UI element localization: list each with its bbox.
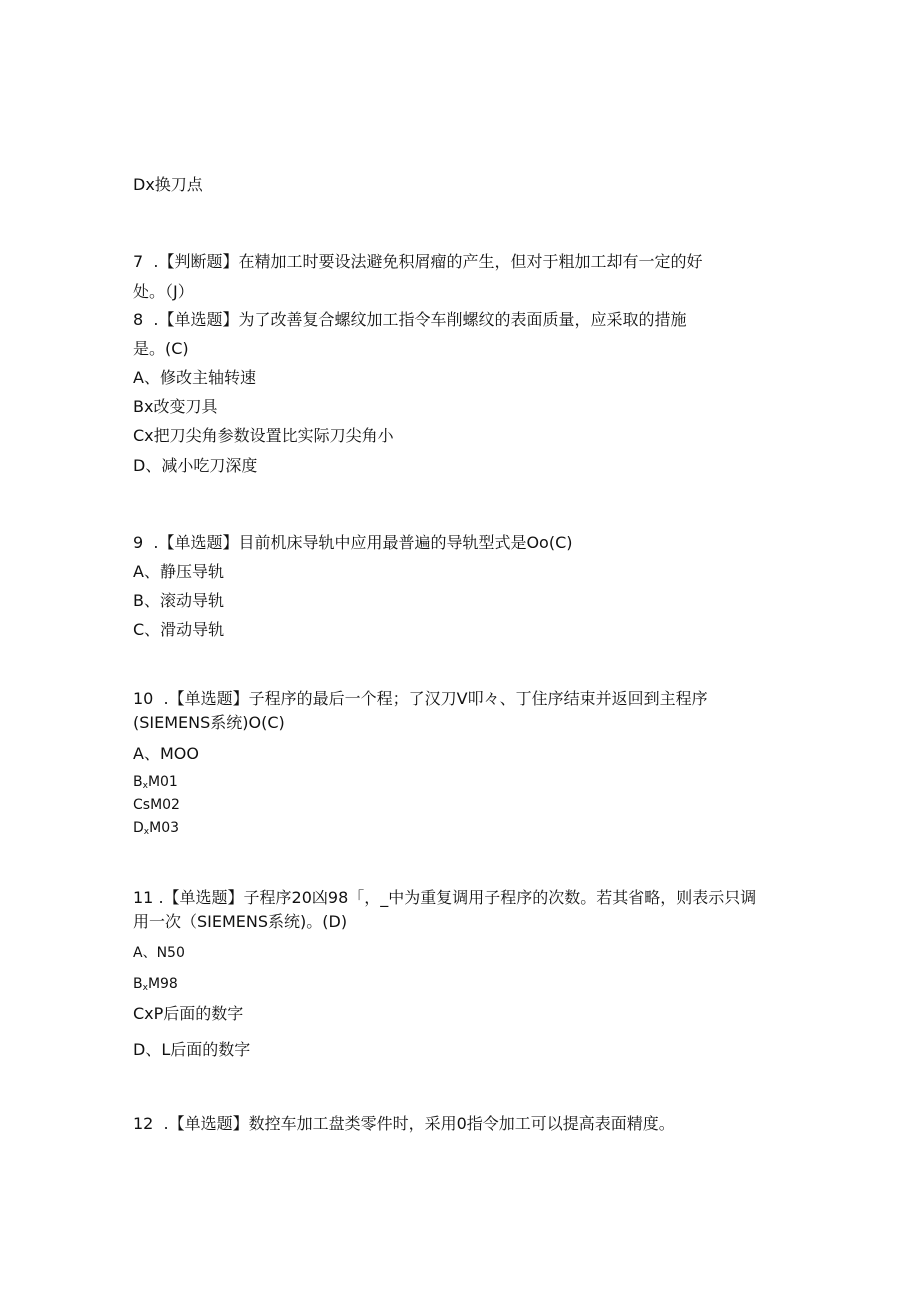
- question-10-option-d: [133, 818, 179, 842]
- question-8-line1: 8 .【单选题】为了改善复合螺纹加工指令车削螺纹的表面质量，应采取的措施: [133, 310, 687, 329]
- option-text: M01: [147, 774, 178, 790]
- question-10-option-c: CsM02: [133, 797, 180, 813]
- option-text: M98: [147, 976, 178, 992]
- option-text: M03: [149, 820, 180, 836]
- option-d-prev: Dx换刀点: [133, 175, 203, 194]
- question-10-option-a: A、MOO: [133, 744, 199, 763]
- question-8-option-b: Bx改变刀具: [133, 397, 218, 416]
- question-9-option-b: B、滚动导轨: [133, 591, 224, 610]
- question-10-option-b: [133, 772, 178, 796]
- question-9-option-a: A、静压导轨: [133, 562, 224, 581]
- question-12: 12 .【单选题】数控车加工盘类零件时，采用0指令加工可以提高表面精度。: [133, 1114, 675, 1133]
- option-sub: x: [142, 983, 148, 993]
- question-11-option-d: D、L后面的数字: [133, 1040, 251, 1059]
- question-8-option-a: A、修改主轴转速: [133, 368, 256, 387]
- question-11-line1: 11 .【单选题】子程序20凶98「，_中为重复调用子程序的次数。若其省略，则表示只调: [133, 888, 757, 907]
- option-letter: B: [133, 976, 143, 992]
- question-11-line2: 用一次（SIEMENS系统)。(D): [133, 912, 348, 931]
- question-11-option-a: A、N50: [133, 945, 185, 961]
- option-sub: x: [142, 781, 148, 791]
- question-7-line2: 处。（J）: [133, 282, 194, 301]
- question-11-option-c: CxP后面的数字: [133, 1004, 244, 1023]
- question-8-option-c: Cx把刀尖角参数设置比实际刀尖角小: [133, 426, 394, 445]
- option-letter: B: [133, 774, 143, 790]
- option-letter: D: [133, 820, 144, 836]
- question-9-option-c: C、滑动导轨: [133, 620, 225, 639]
- question-8-line2: 是。(C): [133, 339, 189, 358]
- question-9: 9 .【单选题】目前机床导轨中应用最普遍的导轨型式是Oo(C): [133, 533, 573, 552]
- question-8-option-d: D、减小吃刀深度: [133, 456, 258, 475]
- question-10-line2: (SIEMENS系统)O(C): [133, 713, 285, 732]
- question-11-option-b: [133, 974, 178, 998]
- option-sub: x: [143, 827, 150, 837]
- question-7-line1: 7 .【判断题】在精加工时要设法避免积屑瘤的产生，但对于粗加工却有一定的好: [133, 252, 703, 271]
- question-10-line1: 10 .【单选题】子程序的最后一个程；了汉刀V叩々、丁住序结束并返回到主程序: [133, 689, 708, 708]
